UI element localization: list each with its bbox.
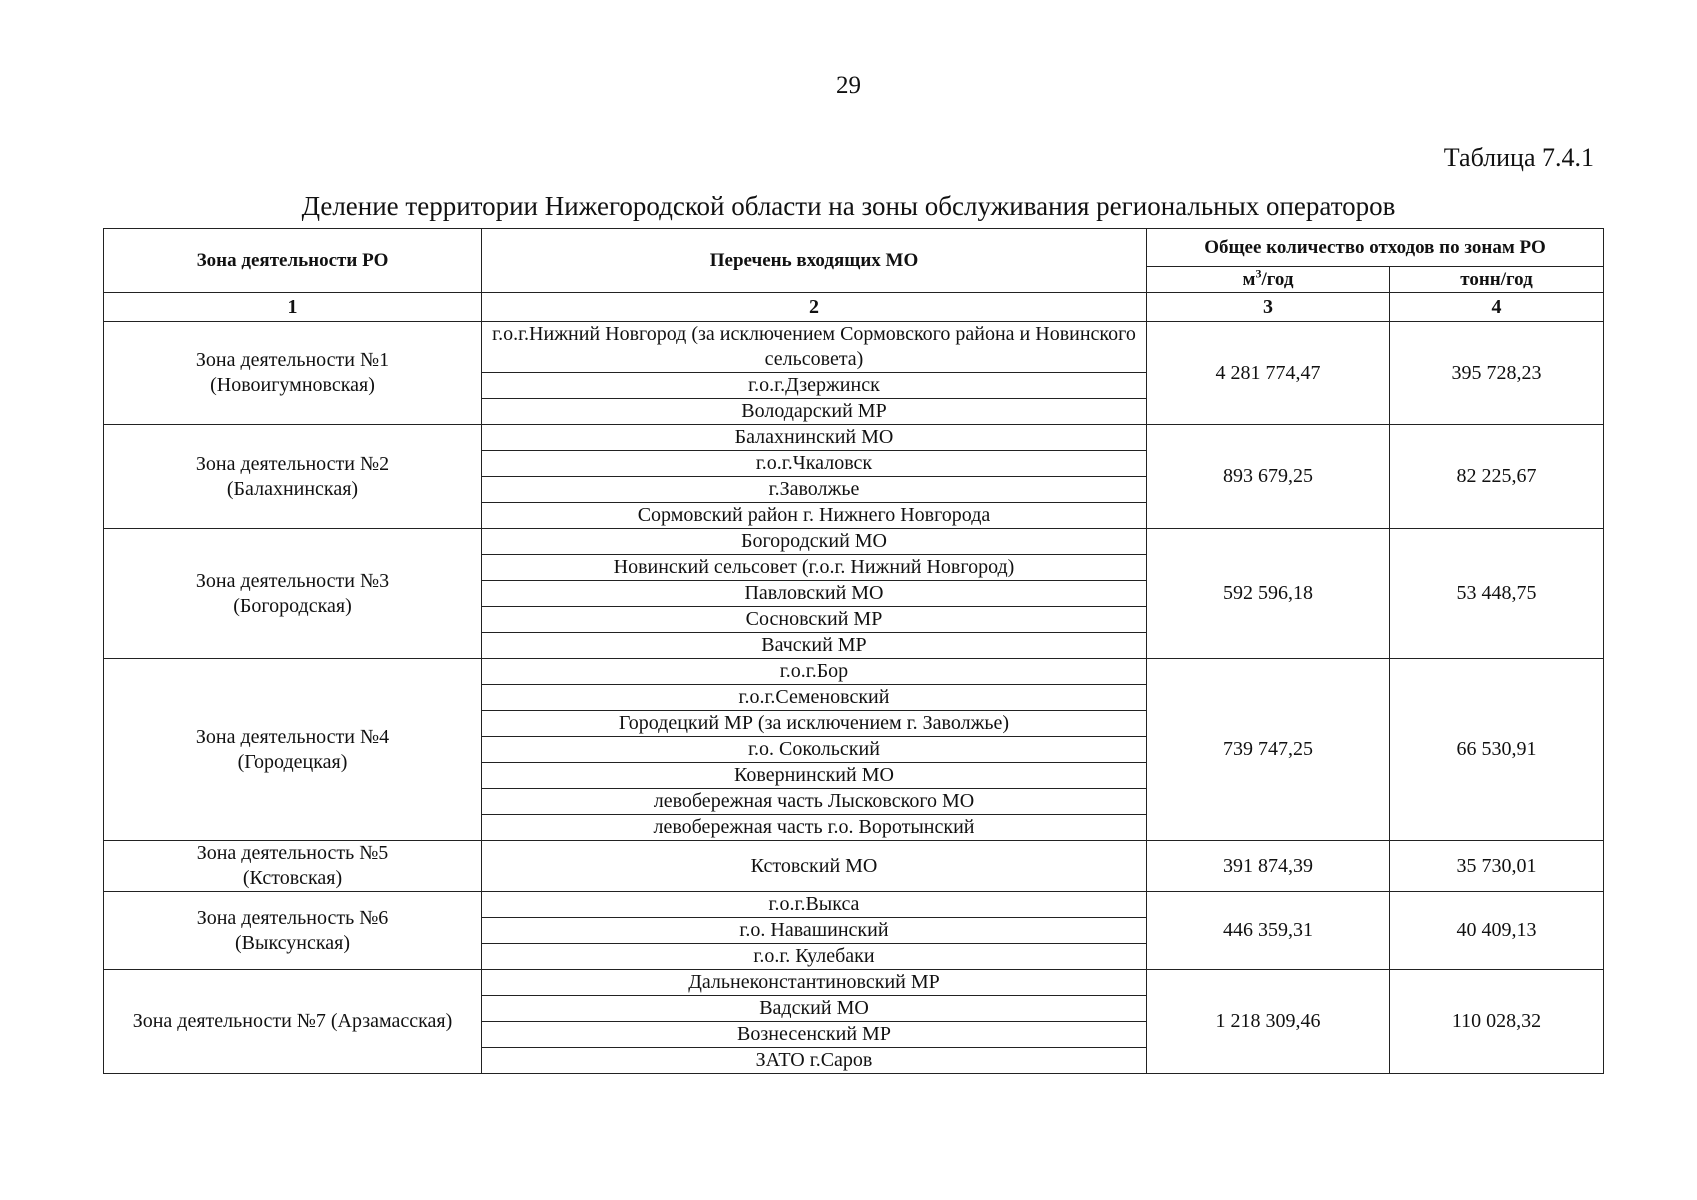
mo-cell: Сосновский МР: [482, 607, 1147, 633]
zone-name-line: (Богородская): [233, 594, 352, 617]
mo-cell: Павловский МО: [482, 581, 1147, 607]
header-m3-suffix: /год: [1261, 269, 1294, 290]
header-total: Общее количество отходов по зонам РО: [1147, 229, 1604, 267]
tons-value-cell: 35 730,01: [1390, 841, 1604, 892]
zones-table: [103, 228, 1604, 1074]
m3-value-cell: 893 679,25: [1147, 425, 1390, 529]
header-m3-prefix: м: [1242, 269, 1256, 290]
tons-value-cell: 40 409,13: [1390, 892, 1604, 970]
mo-cell: Дальнеконстантиновский МР: [482, 970, 1147, 996]
table-title: Деление территории Нижегородской области на зоны обслуживания региональных операторов: [301, 191, 1396, 221]
zone-name-line: (Городецкая): [237, 750, 348, 773]
zone-name-cell: [104, 529, 482, 659]
zone-name-line: (Балахнинская): [226, 477, 359, 500]
header-m3-sup: 3: [1255, 266, 1262, 281]
mo-cell: Новинский сельсовет (г.о.г. Нижний Новгород): [482, 555, 1147, 581]
m3-value-cell: 592 596,18: [1147, 529, 1390, 659]
table-row: [104, 892, 1604, 918]
m3-value-cell: 4 281 774,47: [1147, 322, 1390, 425]
m3-value-cell: 739 747,25: [1147, 659, 1390, 841]
mo-cell: г.о. Сокольский: [482, 737, 1147, 763]
zone-name-cell: [104, 841, 482, 892]
zone-name-line: (Выксунская): [235, 931, 350, 954]
mo-cell: Кстовский МО: [482, 841, 1147, 892]
mo-cell: г.о. Навашинский: [482, 918, 1147, 944]
mo-cell: Богородский МО: [482, 529, 1147, 555]
mo-cell: Сормовский район г. Нижнего Новгорода: [482, 503, 1147, 529]
table-label: Таблица 7.4.1: [1443, 143, 1594, 172]
mo-cell: Володарский МР: [482, 399, 1147, 425]
mo-cell: левобережная часть г.о. Воротынский: [482, 815, 1147, 841]
table-row: [104, 322, 1604, 373]
mo-cell: Городецкий МР (за исключением г. Заволжье): [482, 711, 1147, 737]
m3-value-cell: 1 218 309,46: [1147, 970, 1390, 1074]
mo-cell: г.Заволжье: [482, 477, 1147, 503]
column-number: 2: [482, 293, 1147, 322]
column-number: 1: [104, 293, 482, 322]
mo-cell: г.о.г.Бор: [482, 659, 1147, 685]
mo-cell: г.о.г. Кулебаки: [482, 944, 1147, 970]
zone-name-line: Зона деятельности №7 (Арзамасская): [132, 1010, 453, 1032]
tons-value-cell: 66 530,91: [1390, 659, 1604, 841]
zone-name-line: (Новоигумновская): [210, 374, 375, 396]
table-row: [104, 841, 1604, 892]
table-row: [104, 529, 1604, 555]
header-zone: Зона деятельности РО: [104, 229, 482, 293]
mo-cell: Вадский МО: [482, 996, 1147, 1022]
header-m3: [1147, 267, 1390, 293]
mo-cell: Вознесенский МР: [482, 1022, 1147, 1048]
table-row: [104, 970, 1604, 996]
m3-value-cell: 391 874,39: [1147, 841, 1390, 892]
zone-name-line: Зона деятельность №6: [196, 906, 389, 929]
mo-cell: г.о.г.Выкса: [482, 892, 1147, 918]
mo-cell: Ковернинский МО: [482, 763, 1147, 789]
zone-name-cell: [104, 892, 482, 970]
column-number: 4: [1390, 293, 1604, 322]
mo-cell: г.о.г.Чкаловск: [482, 451, 1147, 477]
tons-value-cell: 53 448,75: [1390, 529, 1604, 659]
page-number: 29: [836, 72, 861, 99]
zone-name-line: Зона деятельность №5: [196, 842, 389, 864]
mo-cell: г.о.г.Семеновский: [482, 685, 1147, 711]
table-row: [104, 659, 1604, 685]
zone-name-cell: [104, 322, 482, 425]
mo-cell: ЗАТО г.Саров: [482, 1048, 1147, 1074]
zone-name-line: Зона деятельности №1: [195, 349, 390, 371]
zone-name-line: Зона деятельности №3: [195, 569, 390, 592]
zone-name-cell: [104, 659, 482, 841]
table-body: [104, 322, 1604, 1074]
mo-cell: г.о.г.Дзержинск: [482, 373, 1147, 399]
mo-cell: г.о.г.Нижний Новгород (за исключением Сормовского района и Новинского сельсовета): [482, 322, 1147, 373]
zone-name-cell: [104, 425, 482, 529]
m3-value-cell: 446 359,31: [1147, 892, 1390, 970]
header-tons: тонн/год: [1390, 267, 1604, 293]
table-row: [104, 425, 1604, 451]
zone-name-line: (Кстовская): [242, 867, 343, 889]
header-mo-list: Перечень входящих МО: [482, 229, 1147, 293]
zone-name-line: Зона деятельности №4: [195, 725, 390, 748]
zone-name-line: Зона деятельности №2: [195, 452, 390, 475]
mo-cell: левобережная часть Лысковского МО: [482, 789, 1147, 815]
column-number: 3: [1147, 293, 1390, 322]
mo-cell: Балахнинский МО: [482, 425, 1147, 451]
tons-value-cell: 82 225,67: [1390, 425, 1604, 529]
zone-name-cell: [104, 970, 482, 1074]
tons-value-cell: 395 728,23: [1390, 322, 1604, 425]
tons-value-cell: 110 028,32: [1390, 970, 1604, 1074]
mo-cell: Вачский МР: [482, 633, 1147, 659]
